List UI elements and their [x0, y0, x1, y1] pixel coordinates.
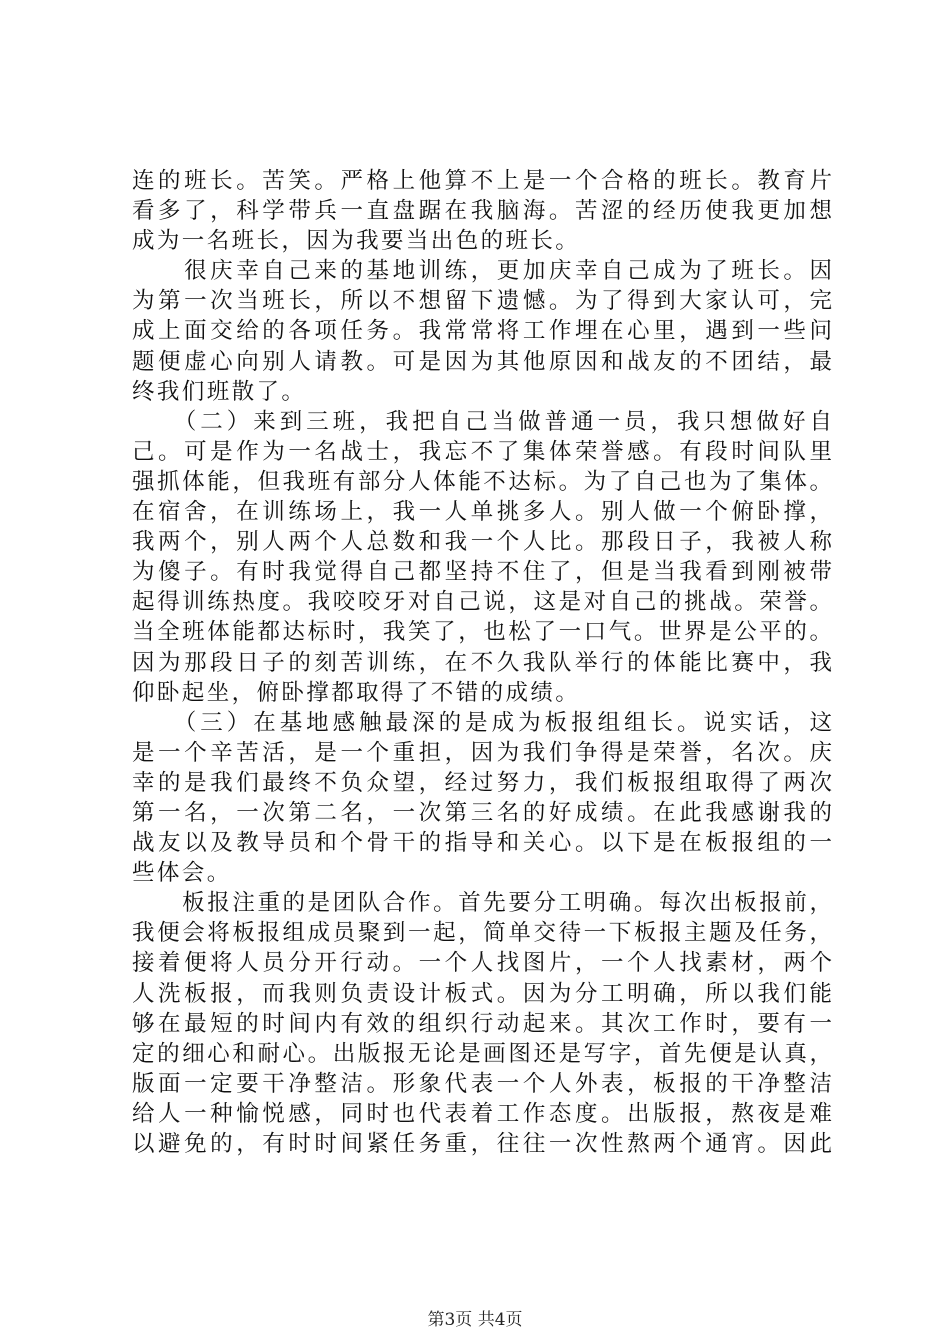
text-line: 强抓体能，但我班有部分人体能不达标。为了自己也为了集体。	[132, 468, 832, 495]
text-line: 版面一定要干净整洁。形象代表一个人外表，板报的干净整洁	[132, 1070, 832, 1097]
text-line: 是一个辛苦活，是一个重担，因为我们争得是荣誉，名次。庆	[132, 739, 832, 766]
text-line: 我两个，别人两个人总数和我一个人比。那段日子，我被人称	[132, 529, 832, 556]
text-line: 我便会将板报组成员聚到一起，简单交待一下板报主题及任务，	[132, 920, 832, 947]
text-line: 连的班长。苦笑。严格上他算不上是一个合格的班长。教育片	[132, 168, 832, 194]
text-line: 接着便将人员分开行动。一个人找图片，一个人找素材，两个	[132, 950, 832, 977]
text-line: （二）来到三班，我把自己当做普通一员，我只想做好自	[132, 408, 832, 435]
text-line: 板报注重的是团队合作。首先要分工明确。每次出板报前，	[132, 890, 832, 917]
text-line: 够在最短的时间内有效的组织行动起来。其次工作时，要有一	[132, 1010, 832, 1037]
text-line: 第一名，一次第二名，一次第三名的好成绩。在此我感谢我的	[132, 799, 832, 826]
text-line: （三）在基地感触最深的是成为板报组组长。说实话，这	[132, 709, 832, 736]
text-line: 起得训练热度。我咬咬牙对自己说，这是对自己的挑战。荣誉。	[132, 589, 832, 616]
text-line: 己。可是作为一名战士，我忘不了集体荣誉感。有段时间队里	[132, 438, 832, 465]
text-line: 战友以及教导员和个骨干的指导和关心。以下是在板报组的一	[132, 830, 832, 857]
text-line: 在宿舍，在训练场上，我一人单挑多人。别人做一个俯卧撑，	[132, 499, 832, 526]
text-line: 成为一名班长，因为我要当出色的班长。	[132, 228, 581, 255]
text-line: 为第一次当班长，所以不想留下遗憾。为了得到大家认可，完	[132, 288, 832, 315]
text-line: 幸的是我们最终不负众望，经过努力，我们板报组取得了两次	[132, 769, 832, 796]
text-line: 给人一种愉悦感，同时也代表着工作态度。出版报，熬夜是难	[132, 1100, 832, 1127]
page-footer: 第3页 共4页	[427, 1310, 523, 1330]
text-line: 因为那段日子的刻苦训练，在不久我队举行的体能比赛中，我	[132, 649, 832, 676]
text-line: 当全班体能都达标时，我笑了，也松了一口气。世界是公平的。	[132, 619, 832, 646]
text-line: 以避免的，有时时间紧任务重，往往一次性熬两个通宵。因此	[132, 1131, 832, 1157]
body-text	[132, 166, 832, 1159]
text-line: 终我们班散了。	[132, 378, 307, 405]
text-line: 很庆幸自己来的基地训练，更加庆幸自己成为了班长。因	[132, 258, 832, 285]
text-line: 成上面交给的各项任务。我常常将工作埋在心里，遇到一些问	[132, 318, 832, 345]
text-line: 人洗板报，而我则负责设计板式。因为分工明确，所以我们能	[132, 980, 832, 1007]
text-line: 些体会。	[132, 860, 232, 887]
text-line: 定的细心和耐心。出版报无论是画图还是写字，首先便是认真，	[132, 1040, 832, 1067]
text-line: 题便虚心向别人请教。可是因为其他原因和战友的不团结，最	[132, 348, 832, 375]
text-line: 仰卧起坐，俯卧撑都取得了不错的成绩。	[132, 679, 581, 706]
text-line: 为傻子。有时我觉得自己都坚持不住了，但是当我看到刚被带	[132, 559, 832, 586]
text-line: 看多了，科学带兵一直盘踞在我脑海。苦涩的经历使我更加想	[132, 198, 832, 225]
